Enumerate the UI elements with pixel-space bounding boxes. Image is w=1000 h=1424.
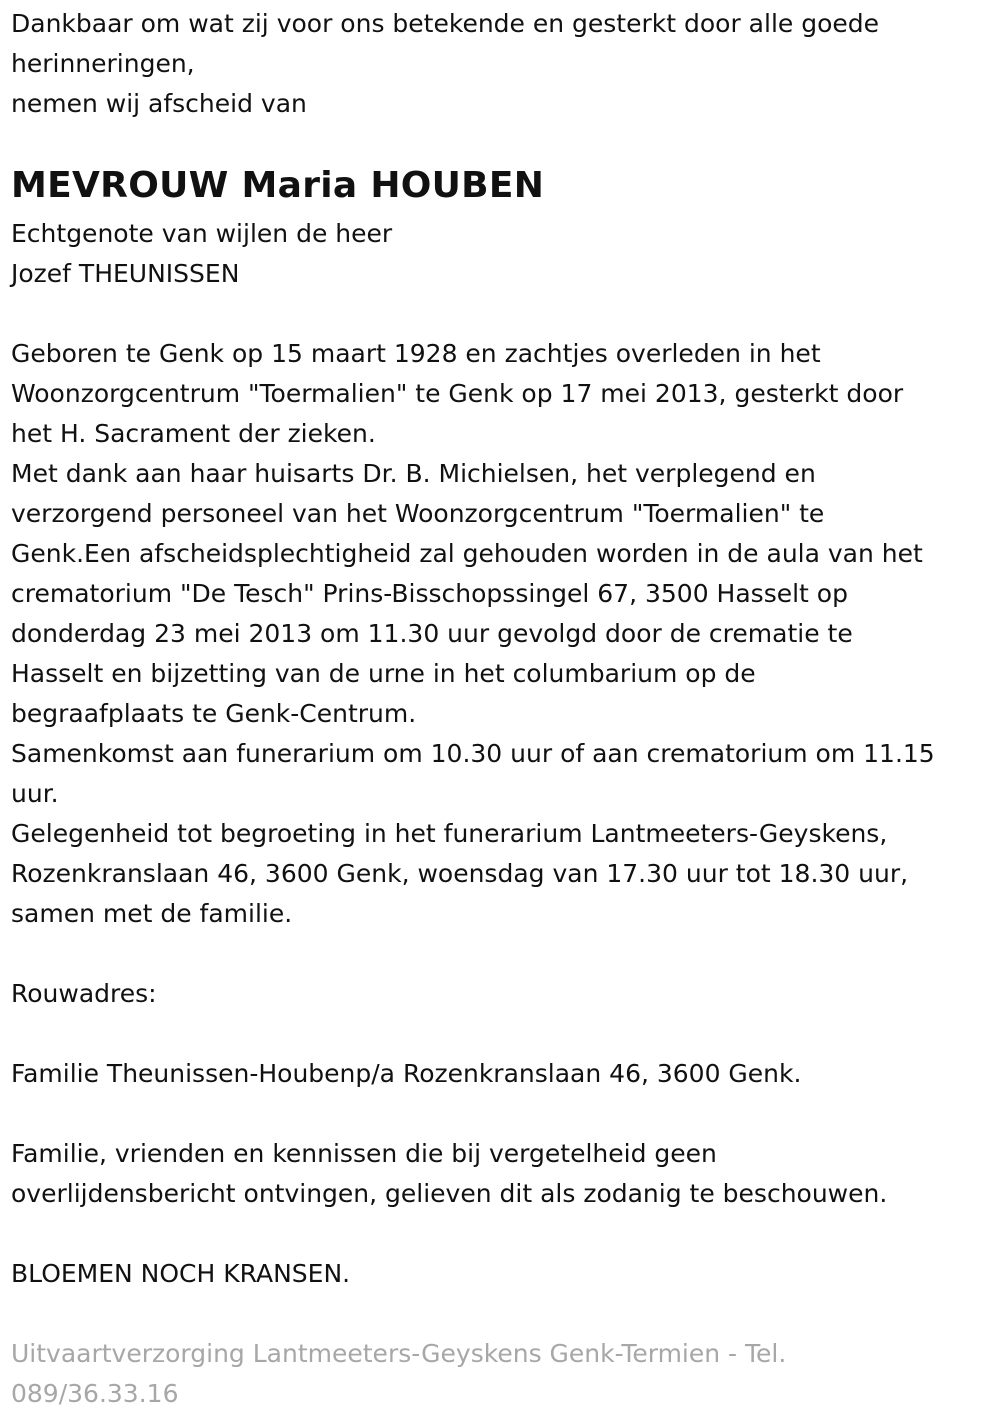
notice-line-1: Familie, vrienden en kennissen die bij vergetelheid geen [11, 1139, 717, 1168]
footer-line-2: 089/36.33.16 [11, 1379, 179, 1408]
body-line: begraafplaats te Genk-Centrum. [11, 699, 417, 728]
body-line: Gelegenheid tot begroeting in het funerarium Lantmeeters-Geyskens, [11, 819, 888, 848]
body-line: het H. Sacrament der zieken. [11, 419, 376, 448]
body-line: Geboren te Genk op 15 maart 1928 en zachtjes overleden in het [11, 339, 821, 368]
body-line: Met dank aan haar huisarts Dr. B. Michielsen, het verplegend en [11, 459, 816, 488]
relation-line-1: Echtgenote van wijlen de heer [11, 219, 393, 248]
body-line: donderdag 23 mei 2013 om 11.30 uur gevolgd door de crematie te [11, 619, 853, 648]
body-line: Hasselt en bijzetting van de urne in het columbarium op de [11, 659, 756, 688]
address-value: Familie Theunissen-Houbenp/a Rozenkranslaan 46, 3600 Genk. [11, 1059, 802, 1088]
body-line: crematorium "De Tesch" Prins-Bisschopssingel 67, 3500 Hasselt op [11, 579, 848, 608]
address-label: Rouwadres: [11, 979, 157, 1008]
footer-line-1: Uitvaartverzorging Lantmeeters-Geyskens Genk-Termien - Tel. [11, 1339, 787, 1368]
body-line: Genk.Een afscheidsplechtigheid zal gehouden worden in de aula van het [11, 539, 923, 568]
intro-line-2: herinneringen, [11, 49, 195, 78]
notice-line-2: overlijdensbericht ontvingen, gelieven dit als zodanig te beschouwen. [11, 1179, 888, 1208]
intro-line-1: Dankbaar om wat zij voor ons betekende en gesterkt door alle goede [11, 9, 880, 38]
body-line: Samenkomst aan funerarium om 10.30 uur of aan crematorium om 11.15 [11, 739, 935, 768]
body-line: uur. [11, 779, 59, 808]
body-line: samen met de familie. [11, 899, 293, 928]
body-line: verzorgend personeel van het Woonzorgcentrum "Toermalien" te [11, 499, 825, 528]
deceased-name: MEVROUW Maria HOUBEN [11, 165, 545, 206]
flowers-notice: BLOEMEN NOCH KRANSEN. [11, 1259, 351, 1288]
body-line: Woonzorgcentrum "Toermalien" te Genk op 17 mei 2013, gesterkt door [11, 379, 904, 408]
body-line: Rozenkranslaan 46, 3600 Genk, woensdag van 17.30 uur tot 18.30 uur, [11, 859, 909, 888]
intro-line-3: nemen wij afscheid van [11, 89, 307, 118]
relation-line-2: Jozef THEUNISSEN [11, 259, 240, 288]
